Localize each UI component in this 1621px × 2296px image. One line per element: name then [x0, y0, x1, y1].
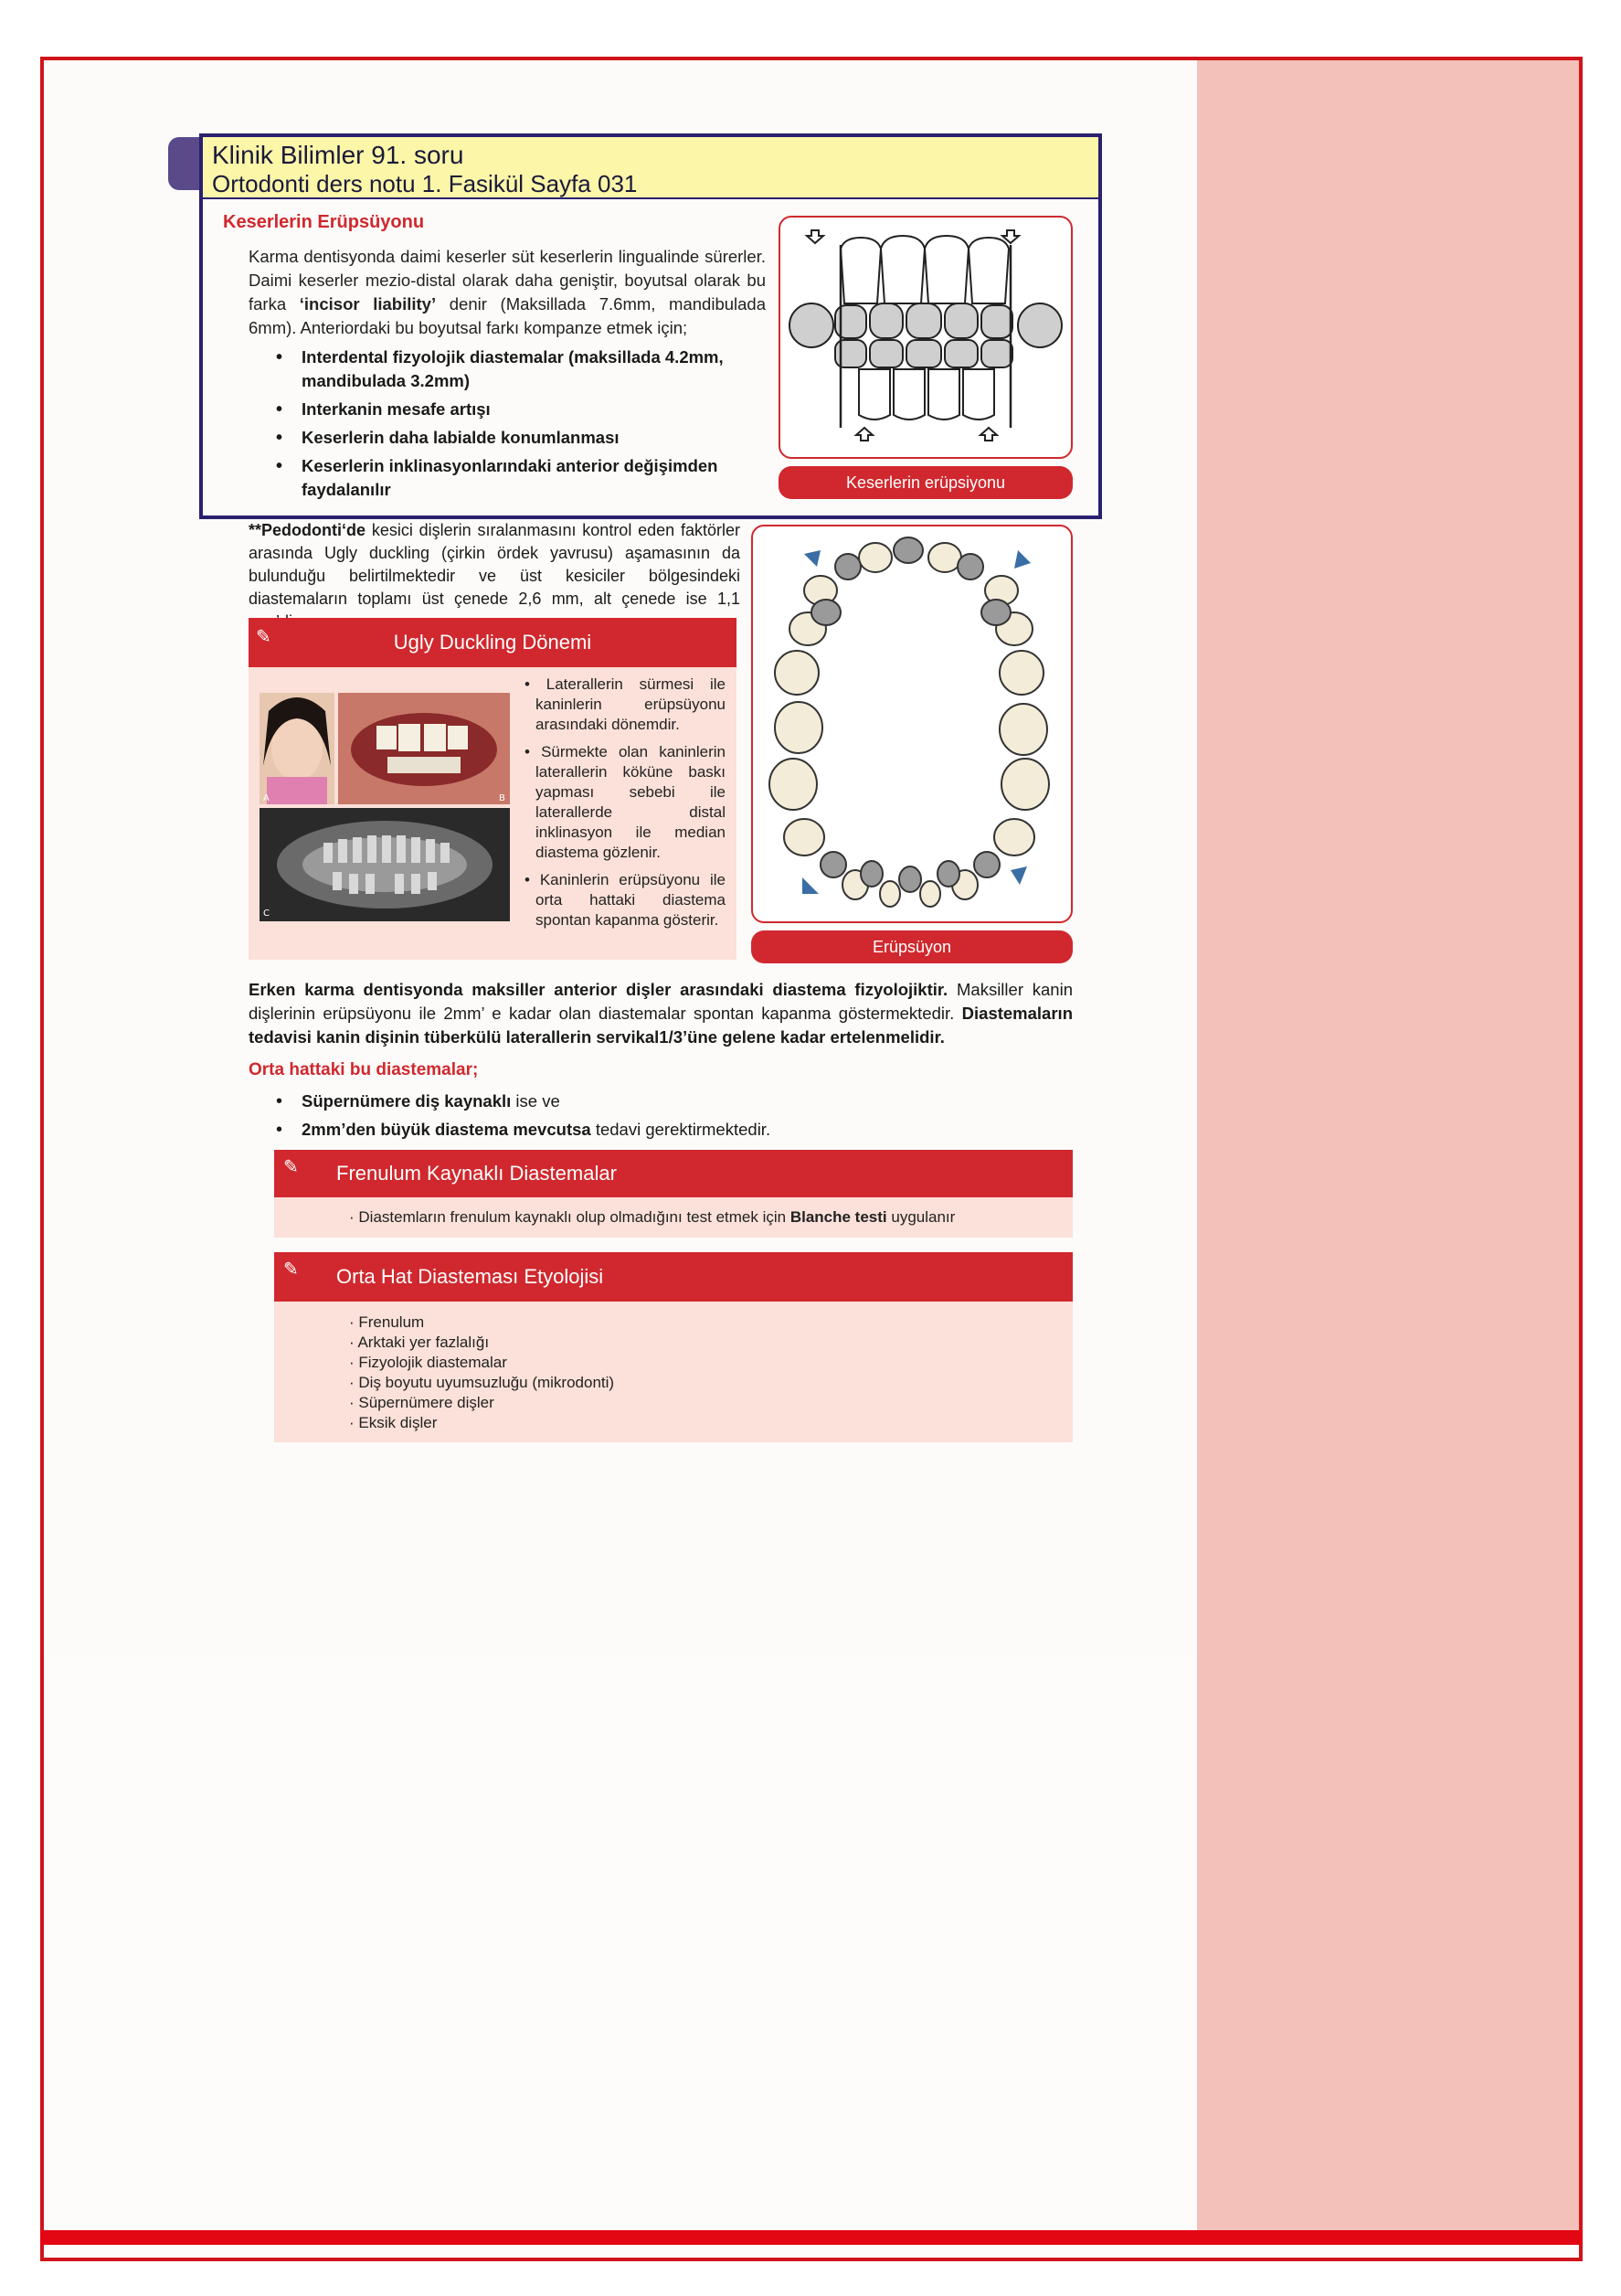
- eruption-arch-figure: [751, 525, 1073, 923]
- figure-caption: Erüpsüyon: [751, 930, 1073, 963]
- frenulum-text: · Diastemların frenulum kaynaklı olup olmadığını test etmek için Blanche testi uygulanır: [349, 1208, 956, 1226]
- arrow-down-icon: [1002, 230, 1019, 243]
- bold-sentence: Erken karma dentisyonda maksiller anterior dişler arasındaki diastema fizyolojiktir.: [249, 980, 948, 999]
- list-item: • Sürmekte olan kaninlerin laterallerin köküne baskı yapması sebebi ile laterallerde distal inklinasyon ile median diastema gözlenir.: [524, 743, 726, 861]
- incisor-eruption-figure: [779, 216, 1073, 459]
- text-span: denir (Maksillada 7.6mm, mandibulada 6mm). Anteriordaki bu boyutsal farkı kompanze etmek için;: [249, 294, 766, 337]
- arrow-icon: [1014, 550, 1031, 569]
- box-title: Orta Hat Diasteması Etyolojisi: [336, 1265, 604, 1288]
- ugly-duckling-text: [523, 675, 726, 938]
- bold-term: **Pedodonti‘de: [249, 521, 366, 539]
- bold-term: Blanche testi: [789, 1208, 887, 1226]
- arrow-icon: [804, 550, 821, 567]
- bold-term: Süpernümere diş kaynaklı: [302, 1091, 512, 1111]
- item-text: Kaninlerin erüpsüyonu ile orta hattaki diastema spontan kapanma gösterir.: [535, 871, 726, 929]
- early-mixed-dentition-paragraph: [249, 978, 1073, 1049]
- ugly-duckling-header: [249, 618, 736, 667]
- text-span: kesici dişlerin sıralanmasını kontrol eden faktörler arasında Ugly duckling (çirkin ördek yavrusu) aşamasının da bulunduğu belirtilmektedir ve üst kesiciler bölgesindeki diastemaların toplamı üst çenede 2,6 mm, alt çenede ise 1,1: [249, 521, 740, 608]
- bold-sentence: Diastemaların tedavisi kanin dişinin tüberkülü laterallerin servikal1/3’üne gelene kadar ertelenmelidir.: [249, 1004, 1073, 1047]
- section-title: Keserlerin Erüpsüyonu: [223, 212, 425, 232]
- incisor-diagram: [780, 218, 1071, 457]
- list-item: · Frenulum: [349, 1313, 614, 1333]
- list-item: • Interkanin mesafe artışı: [249, 398, 775, 421]
- arrow-up-icon: [980, 428, 997, 441]
- item-text: Sürmekte olan kaninlerin laterallerin köküne baskı yapması sebebi ile laterallerde distal inklinasyon ile median diastema gözlenir.: [535, 743, 726, 861]
- etiology-list: [349, 1313, 614, 1433]
- list-item: • Interdental fizyolojik diastemalar (maksillada 4.2mm, mandibulada 3.2mm): [249, 345, 775, 393]
- header-title: Klinik Bilimler 91. soru: [212, 141, 464, 169]
- dental-arch-diagram: [753, 526, 1071, 921]
- text-span: Diastemların frenulum kaynaklı olup olmadığını test etmek için: [358, 1208, 790, 1226]
- box-title: Ugly Duckling Dönemi: [393, 631, 592, 654]
- figure-caption: Keserlerin erüpsiyonu: [779, 466, 1073, 499]
- list-item: [249, 1118, 888, 1142]
- text-span: tedavi gerektirmektedir.: [590, 1120, 771, 1139]
- text-span: uygulanır: [886, 1208, 956, 1226]
- text-span: Karma dentisyonda daimi keserler süt keserlerin lingualinde sürerler. Daimi keserler mezio-distal olarak daha geniştir, boyutsal olarak bu farka: [249, 247, 766, 314]
- arrow-icon: [802, 877, 819, 894]
- compensation-list: [249, 345, 775, 506]
- list-item: · Arktaki yer fazlalığı: [349, 1333, 614, 1353]
- treatment-criteria-list: [249, 1090, 888, 1146]
- arrow-icon: [1011, 866, 1027, 885]
- photo-label: B: [499, 793, 505, 803]
- box-title: Frenulum Kaynaklı Diastemalar: [336, 1162, 617, 1185]
- list-item: • Laterallerin sürmesi ile kaninlerin erüpsüyonu arasındaki dönemdir.: [524, 675, 726, 733]
- right-margin-panel: [1197, 60, 1579, 2230]
- etiology-header: [274, 1252, 1073, 1302]
- question-header: [199, 133, 1102, 199]
- list-item: [249, 1090, 888, 1113]
- pointing-hand-icon: ✎: [283, 1260, 299, 1280]
- pointing-hand-icon: ✎: [256, 627, 271, 647]
- list-item: • Keserlerin inklinasyonlarındaki anterior değişimden faydalanılır: [249, 454, 775, 502]
- text-span: Maksiller kanin dişlerinin erüpsüyonu ile 2mm’ e kadar olan diastemalar spontan kapanma göstermektedir.: [249, 980, 1073, 1023]
- midline-diastema-heading: Orta hattaki bu diastemalar;: [249, 1060, 479, 1079]
- section-paragraph: [249, 245, 766, 340]
- photo-label: A: [263, 793, 270, 803]
- arrow-down-icon: [807, 230, 823, 243]
- list-item: · Süpernümere dişler: [349, 1393, 614, 1413]
- pointing-hand-icon: ✎: [283, 1157, 299, 1177]
- item-text: Laterallerin sürmesi ile kaninlerin erüpsüyonu arasındaki dönemdir.: [535, 675, 726, 733]
- list-item: · Eksik dişler: [349, 1413, 614, 1433]
- photo-label: C: [263, 909, 270, 919]
- list-item: • Kaninlerin erüpsüyonu ile orta hattaki diastema spontan kapanma gösterir.: [524, 871, 726, 929]
- clinical-photo-collage: [260, 693, 510, 921]
- list-item: · Diş boyutu uyumsuzluğu (mikrodonti): [349, 1373, 614, 1393]
- bold-term: ‘incisor liability’: [299, 294, 437, 314]
- list-item: • Keserlerin daha labialde konumlanması: [249, 426, 775, 450]
- arrow-up-icon: [856, 428, 873, 441]
- photo-collage-image: [260, 693, 510, 921]
- pedodontics-paragraph: [249, 519, 740, 633]
- text-span: ise ve: [511, 1091, 560, 1111]
- bottom-red-bar: [40, 2230, 1583, 2245]
- list-item: · Fizyolojik diastemalar: [349, 1353, 614, 1373]
- bold-term: 2mm’den büyük diastema mevcutsa: [302, 1120, 591, 1139]
- frenulum-header: [274, 1150, 1073, 1197]
- header-subtitle: Ortodonti ders notu 1. Fasikül Sayfa 031: [212, 170, 638, 197]
